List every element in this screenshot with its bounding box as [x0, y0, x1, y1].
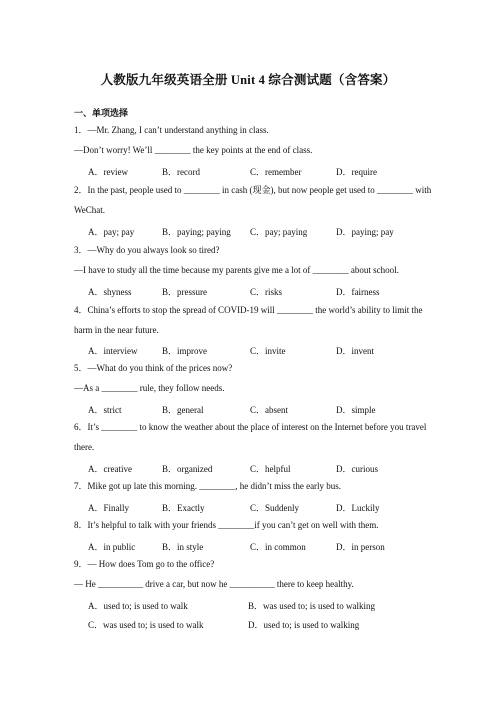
question-4-line-1: 4．China’s efforts to stop the spread of COVID-19 will ________ the world’s ability to limit the [74, 305, 423, 315]
option-c: C．was used to; is used to walk [88, 620, 204, 630]
option-a: A．used to; is used to walk [88, 601, 188, 611]
question-8-options [88, 540, 428, 551]
question-1-options [88, 165, 428, 176]
question-7-options [88, 501, 428, 512]
option-a: A．creative [88, 464, 132, 474]
option-b: B．was used to; is used to walking [248, 601, 375, 611]
question-5-options [88, 403, 428, 414]
section-heading: 一、单项选择 [74, 108, 129, 118]
question-2-options [88, 225, 428, 236]
option-d: D．in person [336, 542, 385, 552]
question-9-line-2: — He __________ drive a car, but now he __________ there to keep healthy. [74, 579, 354, 589]
option-d: D．invent [336, 346, 374, 356]
question-6-line-2: there. [74, 442, 95, 452]
option-c: C．Suddenly [250, 503, 300, 513]
option-c: C．pay; paying [250, 227, 308, 237]
option-c: C．absent [250, 405, 288, 415]
question-6-options [88, 462, 428, 473]
option-b: B．general [162, 405, 204, 415]
option-c: C．helpful [250, 464, 291, 474]
option-d: D．curious [336, 464, 378, 474]
option-d: D．fairness [336, 287, 380, 297]
option-d: D．paying; pay [336, 227, 394, 237]
option-d: D．require [336, 167, 377, 177]
question-2-line-1: 2．In the past, people used to ________ in cash (现金), but now people get used to ________ with [74, 185, 432, 195]
option-a: A．strict [88, 405, 122, 415]
question-6-line-1: 6．It’s ________ to know the weather about the place of interest on the Internet before you travel [74, 422, 427, 432]
question-1-line-1: 1．—Mr. Zhang, I can’t understand anything in class. [74, 125, 269, 135]
option-c: C．invite [250, 346, 286, 356]
option-b: B．organized [162, 464, 213, 474]
question-3-line-1: 3．—Why do you always look so tired? [74, 245, 220, 255]
option-a: A．review [88, 167, 128, 177]
option-b: B．Exactly [162, 503, 205, 513]
option-c: C．in common [250, 542, 306, 552]
option-c: C．risks [250, 287, 283, 297]
option-a: A．pay; pay [88, 227, 135, 237]
page-title: 人教版九年级英语全册 Unit 4 综合测试题（含答案） [100, 73, 396, 87]
question-3-options [88, 285, 428, 296]
question-3-line-2: —I have to study all the time because my parents give me a lot of ________ about school. [74, 265, 399, 275]
option-b: B．improve [162, 346, 207, 356]
option-a: A．interview [88, 346, 138, 356]
question-9-options-row-2 [88, 618, 428, 629]
question-1-line-2: —Don’t worry! We’ll ________ the key points at the end of class. [74, 145, 313, 155]
question-7-line-1: 7．Mike got up late this morning. ________, he didn’t miss the early bus. [74, 481, 342, 491]
question-4-options [88, 344, 428, 355]
option-b: B．in style [162, 542, 204, 552]
option-d: D．Luckily [336, 503, 380, 513]
option-b: B．record [162, 167, 200, 177]
question-4-line-2: harm in the near future. [74, 325, 159, 335]
option-a: A．in public [88, 542, 136, 552]
question-9-options-row-1 [88, 599, 428, 610]
option-b: B．pressure [162, 287, 207, 297]
option-c: C．remember [250, 167, 302, 177]
question-5-line-2: —As a ________ rule, they follow needs. [74, 383, 225, 393]
option-b: B．paying; paying [162, 227, 231, 237]
option-a: A．shyness [88, 287, 132, 297]
option-d: D．used to; is used to walking [248, 620, 360, 630]
question-9-line-1: 9．— How does Tom go to the office? [74, 559, 215, 569]
question-8-line-1: 8．It’s helpful to talk with your friends ________if you can’t get on well with them. [74, 520, 379, 530]
option-d: D．simple [336, 405, 376, 415]
question-5-line-1: 5．—What do you think of the prices now? [74, 363, 233, 373]
option-a: A．Finally [88, 503, 130, 513]
question-2-line-2: WeChat. [74, 205, 106, 215]
